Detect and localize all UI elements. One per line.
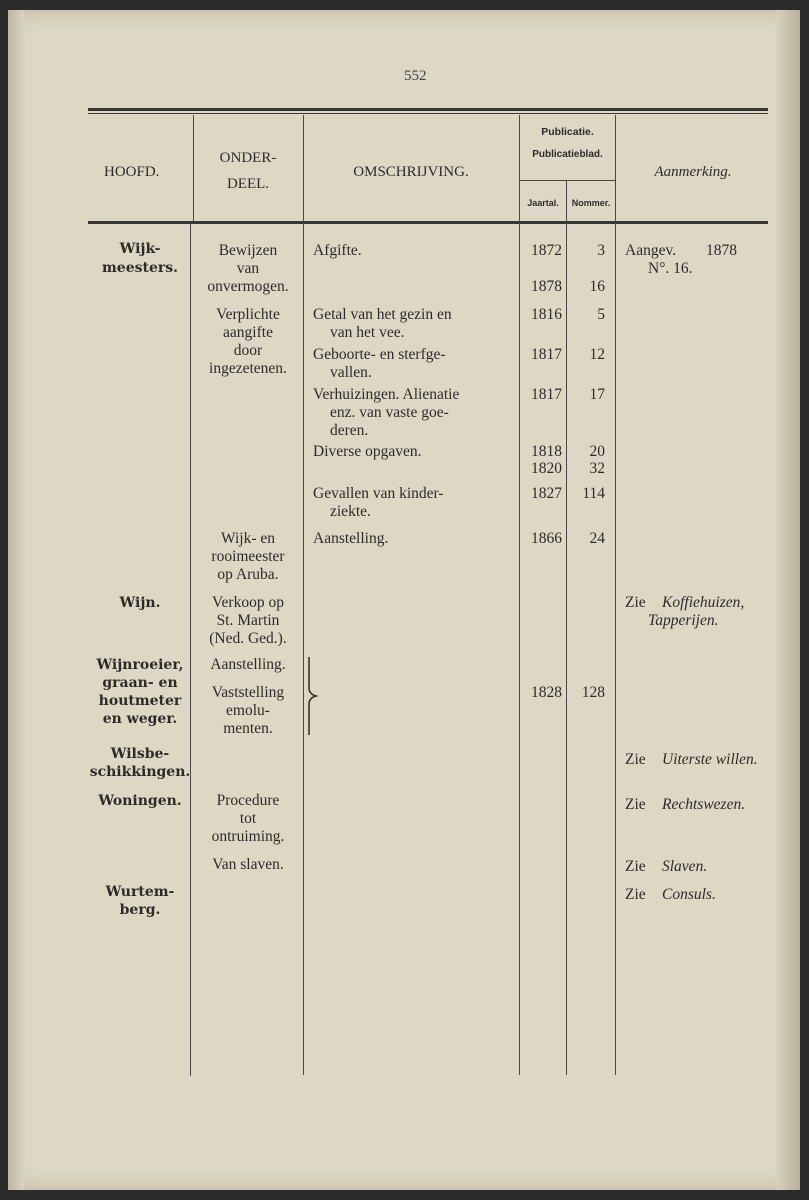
hoofd-wilsbeschikkingen-line1: Wilsbe-	[110, 746, 170, 762]
nommer-getal: 5	[597, 306, 605, 323]
onderdeel-vaststelling-line1: Vaststelling	[211, 684, 285, 701]
onderdeel-verplichte-line4: ingezetenen.	[209, 360, 287, 377]
header-top-thin-rule	[88, 113, 768, 114]
hoofd-wijnroeier-line2: graan- en	[102, 675, 178, 691]
hoofd-wijnroeier-line3: houtmeter	[98, 693, 182, 709]
nommer-gevallen: 114	[582, 485, 605, 502]
aanmerking-woningen-ref: Rechtswezen.	[662, 796, 746, 813]
hoofd-wurtemberg-line1: Wurtem-	[105, 884, 175, 900]
onderdeel-procedure-line1: Procedure	[216, 792, 280, 809]
omschrijving-verhuizingen-line1: Verhuizingen. Alienatie	[313, 386, 460, 403]
omschrijving-verhuizingen-line2: enz. van vaste goe-	[330, 404, 449, 421]
header-onderdeel-line2: DEEL.	[226, 176, 270, 192]
nommer-afgifte: 3	[597, 242, 605, 259]
aanmerking-wilsbe-zie: Zie	[625, 751, 646, 768]
jaartal-gevallen: 1827	[531, 485, 562, 502]
hoofd-wijn: Wijn.	[119, 595, 161, 611]
aanmerking-woningen-zie: Zie	[625, 796, 646, 813]
omschrijving-aanstelling: Aanstelling.	[313, 530, 389, 547]
omschrijving-verhuizingen-line3: deren.	[330, 422, 369, 439]
onderdeel-verplichte-line1: Verplichte	[216, 306, 280, 323]
nommer-wijnroeier: 128	[581, 684, 605, 701]
jaartal-verhuizingen: 1817	[531, 386, 562, 403]
hoofd-wijkmeesters-line2: meesters.	[101, 260, 178, 276]
onderdeel-wijnroeier-aanstelling: Aanstelling.	[210, 656, 286, 673]
jaartal-getal: 1816	[531, 306, 562, 323]
onderdeel-verkoop-line1: Verkoop op	[212, 594, 284, 611]
hoofd-woningen: Woningen.	[98, 793, 182, 809]
nommer-afgifte-2: 16	[589, 278, 605, 295]
jaartal-aanstelling: 1866	[531, 530, 562, 547]
jaartal-afgifte-2: 1878	[531, 278, 562, 295]
hoofd-wurtemberg-line2: berg.	[119, 902, 161, 918]
hoofd-wijnroeier-line1: Wijnroeier,	[96, 657, 184, 673]
aanmerking-aangev-nr: N°. 16.	[648, 260, 693, 277]
aanmerking-wilsbe-ref: Uiterste willen.	[662, 751, 758, 768]
column-divider-1	[193, 115, 194, 221]
header-aanmerking: Aanmerking.	[654, 164, 732, 180]
column-divider-2	[303, 115, 304, 1075]
omschrijving-geboorte-line2: vallen.	[330, 364, 372, 381]
omschrijving-geboorte-line1: Geboorte- en sterfge-	[313, 346, 446, 363]
header-jaartal: Jaartal.	[527, 198, 559, 208]
column-divider-1-body	[190, 224, 191, 1076]
onderdeel-vaststelling-line3: menten.	[223, 720, 273, 737]
onderdeel-rooimeester-line3: op Aruba.	[217, 566, 279, 583]
onderdeel-verkoop-line2: St. Martin	[216, 612, 280, 629]
onderdeel-verplichte-line3: door	[233, 342, 263, 359]
jaartal-geboorte: 1817	[531, 346, 562, 363]
aanmerking-slaven-zie: Zie	[625, 858, 646, 875]
wijnroeier-brace	[306, 656, 320, 736]
aanmerking-aangev-year: 1878	[706, 242, 737, 259]
onderdeel-rooimeester-line1: Wijk- en	[220, 530, 276, 547]
onderdeel-verplichte-line2: aangifte	[223, 324, 273, 341]
onderdeel-van-slaven: Van slaven.	[212, 856, 284, 873]
aanmerking-wijn-zie: Zie	[625, 594, 646, 611]
nommer-aanstelling: 24	[589, 530, 605, 547]
onderdeel-vaststelling-line2: emolu-	[226, 702, 270, 719]
omschrijving-getal-line1: Getal van het gezin en	[313, 306, 452, 323]
header-hoofd: HOOFD.	[104, 164, 160, 180]
jaartal-diverse-1: 1818	[531, 443, 562, 460]
onderdeel-bewijzen-line2: van	[236, 260, 260, 277]
page-binding-edge	[8, 10, 24, 1190]
header-publicatieblad: Publicatieblad.	[532, 149, 603, 160]
column-divider-5	[615, 115, 616, 1075]
aanmerking-wijn-ref1: Koffiehuizen,	[662, 594, 745, 611]
header-publicatie: Publicatie.	[541, 126, 594, 138]
nommer-diverse-1: 20	[589, 443, 605, 460]
header-omschrijving: OMSCHRIJVING.	[353, 164, 469, 180]
onderdeel-bewijzen-line3: onvermogen.	[207, 278, 289, 295]
onderdeel-procedure-line2: tot	[239, 810, 257, 827]
jaartal-diverse-2: 1820	[531, 460, 562, 477]
aanmerking-wijn-ref2: Tapperijen.	[648, 612, 719, 629]
hoofd-wijkmeesters-line1: Wijk-	[119, 241, 161, 257]
hoofd-wilsbeschikkingen-line2: schikkingen.	[89, 764, 191, 780]
onderdeel-bewijzen-line1: Bewijzen	[218, 242, 278, 259]
hoofd-wijnroeier-line4: en weger.	[102, 711, 178, 727]
omschrijving-gevallen-line2: ziekte.	[330, 503, 371, 520]
omschrijving-getal-line2: van het vee.	[330, 324, 405, 341]
nommer-diverse-2: 32	[589, 460, 605, 477]
header-nommer: Nommer.	[571, 198, 611, 208]
nommer-geboorte: 12	[589, 346, 605, 363]
omschrijving-gevallen-line1: Gevallen van kinder-	[313, 485, 444, 502]
aanmerking-aangev: Aangev.	[625, 242, 677, 259]
header-top-rule	[88, 108, 768, 111]
page-number: 552	[404, 68, 427, 84]
onderdeel-verkoop-line3: (Ned. Ged.).	[209, 630, 287, 647]
aanmerking-wurtemberg-zie: Zie	[625, 886, 646, 903]
aanmerking-slaven-ref: Slaven.	[662, 858, 708, 875]
onderdeel-procedure-line3: ontruiming.	[211, 828, 285, 845]
publicatie-brace-line	[520, 180, 615, 181]
omschrijving-afgifte: Afgifte.	[313, 242, 362, 259]
jaartal-afgifte: 1872	[531, 242, 562, 259]
page-outer-edge	[776, 10, 800, 1190]
aanmerking-wurtemberg-ref: Consuls.	[662, 886, 716, 903]
header-onderdeel-line1: ONDER-	[219, 150, 277, 166]
omschrijving-diverse: Diverse opgaven.	[313, 443, 422, 460]
nommer-verhuizingen: 17	[589, 386, 605, 403]
jaartal-wijnroeier: 1828	[531, 684, 562, 701]
onderdeel-rooimeester-line2: rooimeester	[211, 548, 285, 565]
